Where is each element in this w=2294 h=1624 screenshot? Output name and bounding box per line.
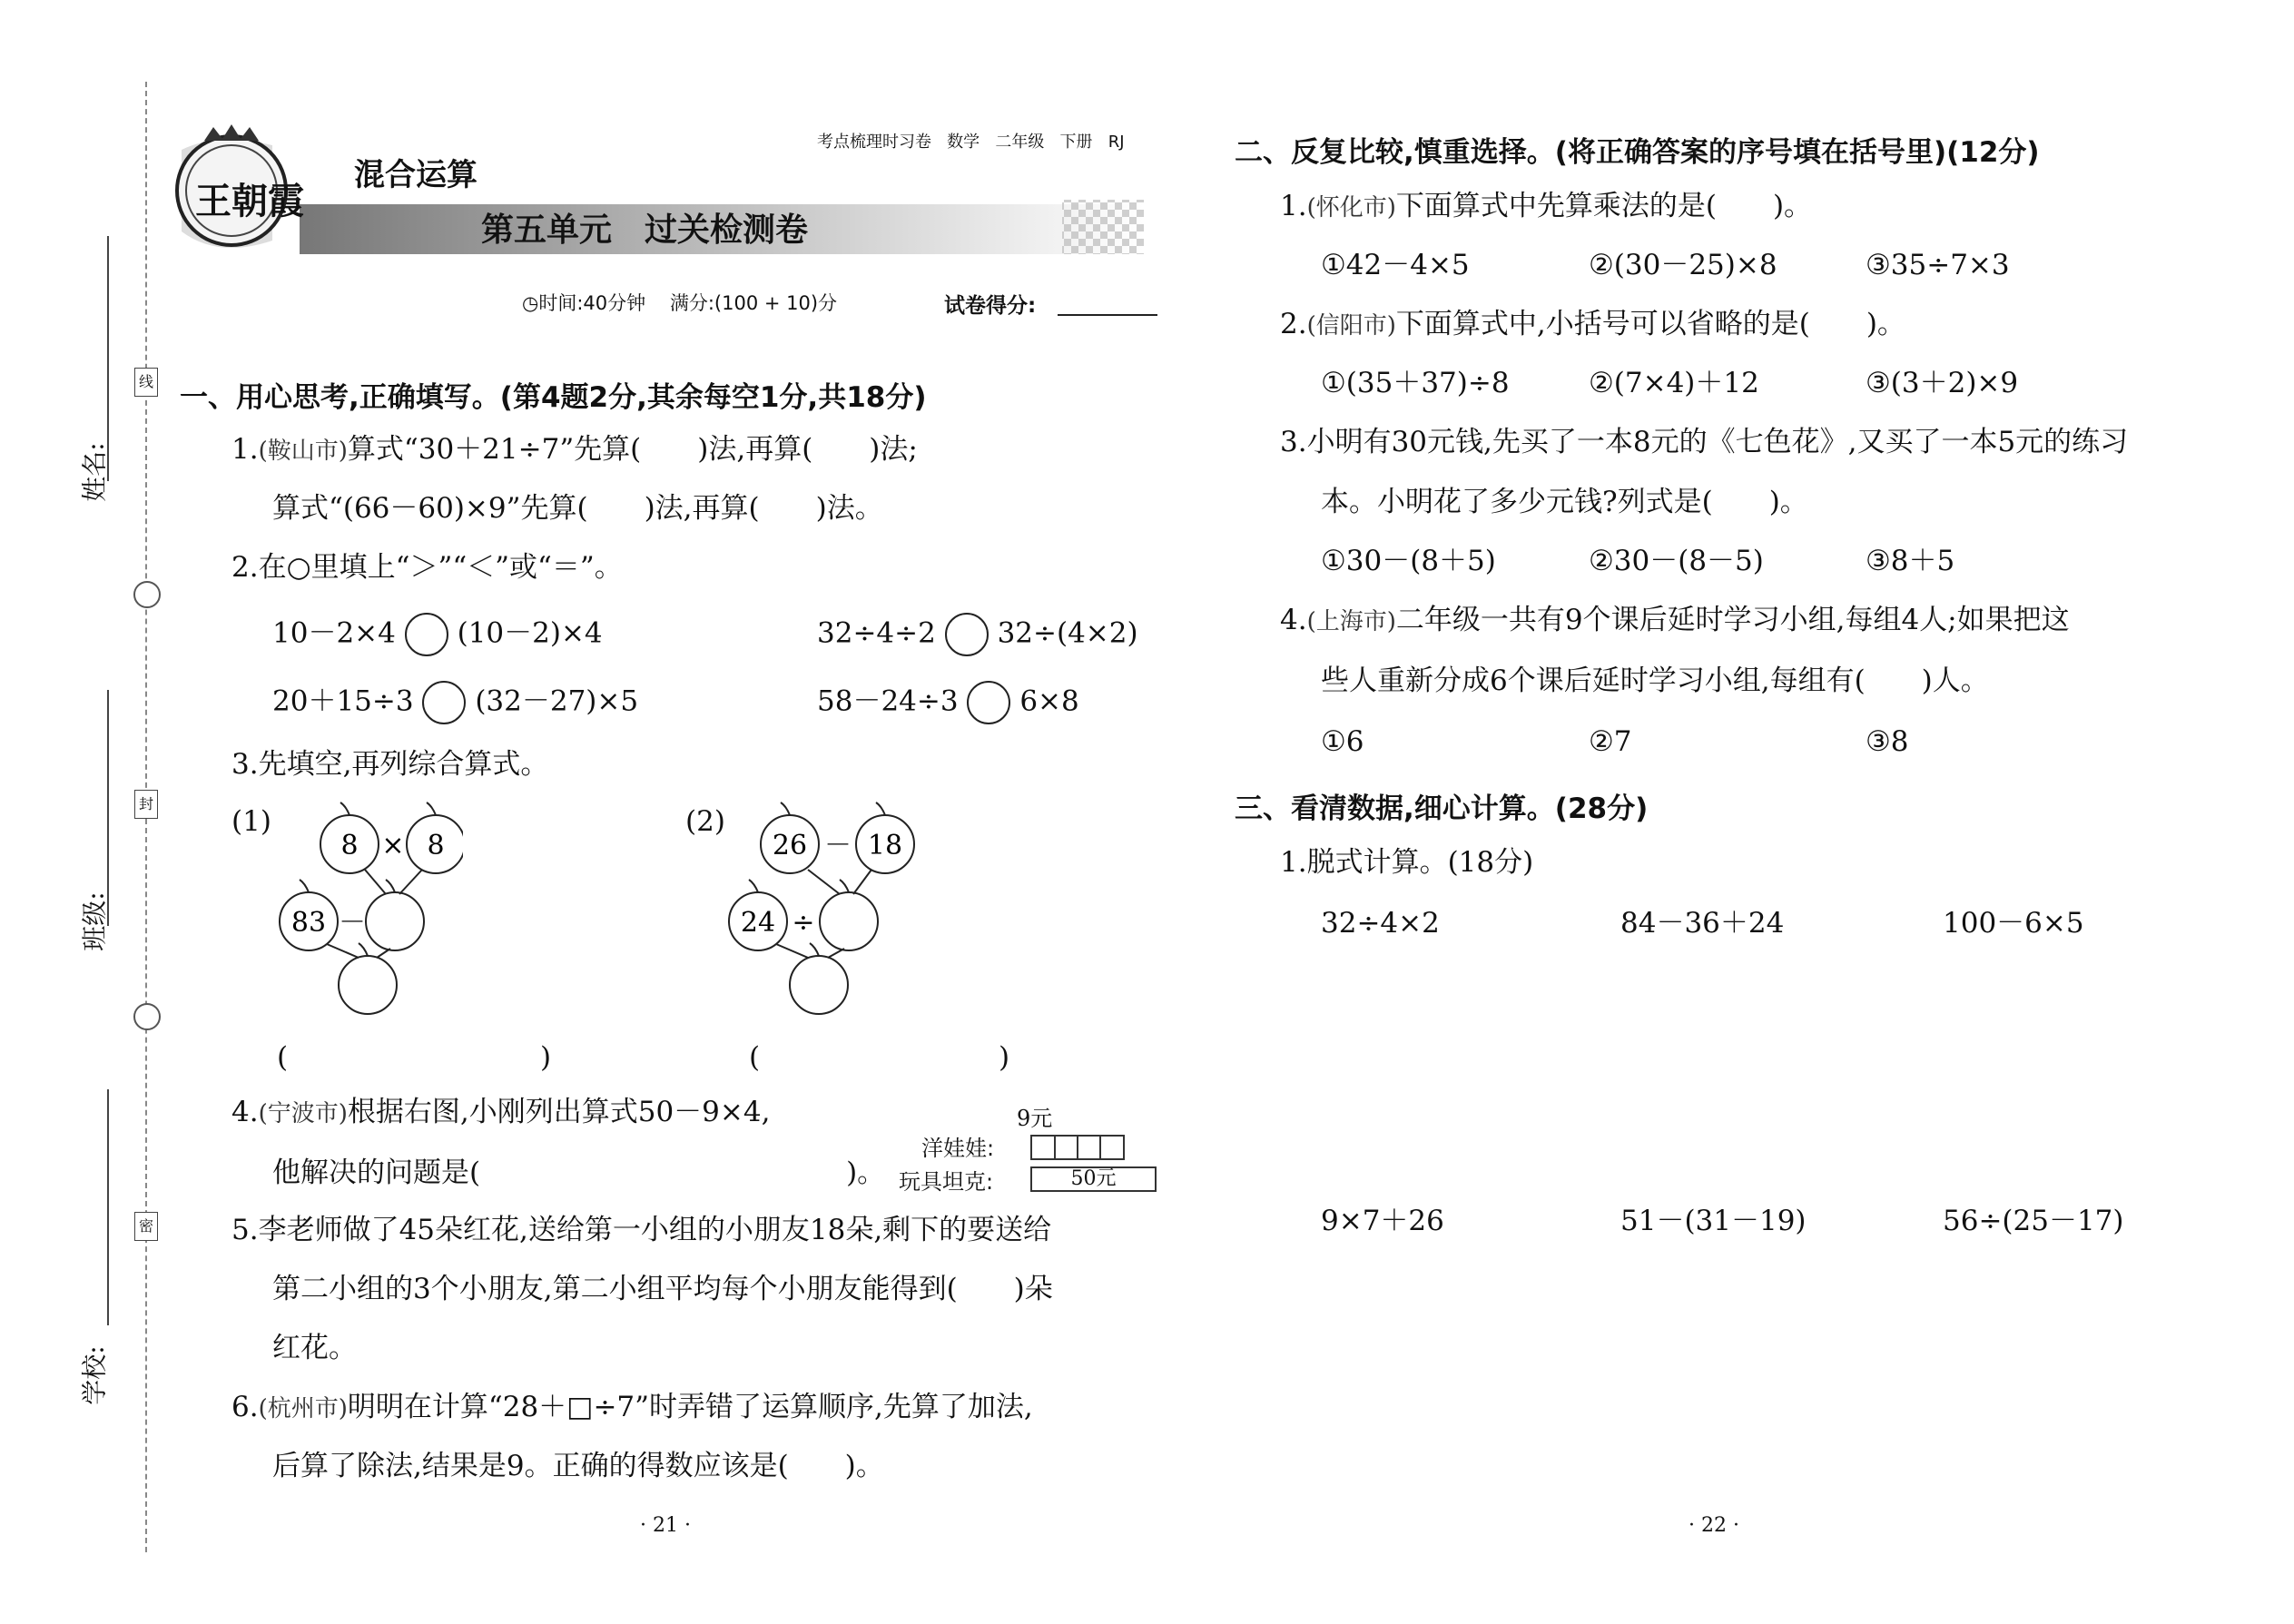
q-number: 4. (231, 1096, 259, 1128)
answer-paren-open: ( (277, 1041, 289, 1074)
compare-left: 58－24÷3 (817, 684, 959, 718)
option-c[interactable]: ③(3＋2)×9 (1866, 367, 2019, 399)
apple-top-left: 26 (772, 830, 808, 861)
q2-3-line2: 本。小明花了多少元钱?列式是( )。 (1321, 486, 1808, 518)
compare-item (817, 681, 1079, 724)
q2-4-line2: 些人重新分成6个课后延时学习小组,每组有( )人。 (1321, 664, 1989, 697)
region-tag: (杭州市) (258, 1395, 348, 1422)
q1-4-line1 (231, 1094, 770, 1132)
fig-doll-label: 洋娃娃: (921, 1136, 995, 1161)
q2-2-text (1280, 306, 1905, 344)
q-text: 二年级一共有9个课后延时学习小组,每组4人;如果把这 (1395, 604, 2070, 636)
q-number: 4. (1280, 604, 1307, 636)
q-number: 1. (231, 433, 259, 466)
apple-mid-left: 83 (290, 907, 327, 939)
compare-right: 6×8 (1019, 684, 1079, 718)
q1-5-line3: 红花。 (272, 1332, 357, 1364)
compare-left: 32÷4÷2 (817, 616, 936, 650)
compare-right: 32÷(4×2) (997, 616, 1138, 650)
compare-item (817, 613, 1138, 656)
clock-icon: ◷ (522, 292, 539, 314)
compare-item (272, 681, 638, 724)
region-tag: (怀化市) (1306, 194, 1396, 221)
binding-mark-seal: 封 (134, 790, 158, 819)
q-text: 在○里填上“＞”“＜”或“＝”。 (258, 551, 623, 584)
option-a[interactable]: ①6 (1321, 725, 1364, 758)
apple-top-right: 8 (427, 830, 445, 861)
apple-op1: － (824, 830, 852, 861)
tank-bar: 50元 (1030, 1166, 1157, 1192)
header-meta (817, 129, 1125, 153)
fig-price: 9元 (1017, 1106, 1053, 1131)
q-number: 3. (231, 748, 259, 781)
section1-title: 一、用心思考,正确填写。(第4题2分,其余每空1分,共18分) (180, 381, 927, 414)
subject-label: 数学 (947, 133, 980, 152)
q1-1-line2: 算式“(66－60)×9”先算( )法,再算( )法。 (272, 492, 883, 525)
answer-paren-close: ) (540, 1041, 552, 1074)
compare-right: (10－2)×4 (457, 616, 603, 650)
section2-title: 二、反复比较,慎重选择。(将正确答案的序号填在括号里)(12分) (1235, 136, 2040, 169)
doll-bar (1030, 1135, 1125, 1160)
q1-6-line1 (231, 1389, 1033, 1427)
q-number: 2. (1280, 308, 1307, 340)
section3-title: 三、看清数据,细心计算。(28分) (1235, 792, 1649, 825)
diagram2-label: (2) (685, 805, 725, 838)
q2-3-line1 (1280, 424, 2128, 460)
q1-1-line1 (231, 431, 918, 469)
apple-diagram-2 (717, 794, 926, 1030)
full-score-label: 满分:(100 + 10)分 (669, 292, 838, 314)
q3-1-text (1280, 844, 1533, 881)
class-label: 班级: (79, 891, 110, 951)
binding-mark-line: 线 (134, 368, 158, 397)
calc-item: 9×7＋26 (1321, 1205, 1444, 1237)
option-a[interactable]: ①30－(8＋5) (1321, 545, 1496, 577)
class-underline (107, 690, 109, 926)
apple-top-right: 18 (867, 830, 903, 861)
exam-info (522, 289, 837, 316)
answer-paren-close: ) (999, 1041, 1010, 1074)
apple-diagram-1 (263, 794, 463, 1030)
school-underline (107, 1089, 109, 1325)
grade-label: 二年级 (995, 133, 1045, 152)
compare-circle[interactable] (405, 613, 448, 656)
q-text: 明明在计算“28＋□÷7”时弄错了运算顺序,先算了加法, (347, 1391, 1033, 1423)
option-b[interactable]: ②(30－25)×8 (1589, 249, 1777, 281)
calc-item: 51－(31－19) (1620, 1205, 1807, 1237)
option-c[interactable]: ③35÷7×3 (1866, 249, 2010, 281)
option-c[interactable]: ③8 (1866, 725, 1909, 758)
region-tag: (信阳市) (1306, 312, 1396, 340)
name-label: 姓名: (79, 442, 110, 502)
q2-1-text (1280, 188, 1812, 226)
compare-left: 10－2×4 (272, 616, 396, 650)
apple-top-left: 8 (340, 830, 359, 861)
page-number-right: · 22 · (1689, 1514, 1739, 1537)
q-text: 小明有30元钱,先买了一本8元的《七色花》,又买了一本5元的练习 (1306, 426, 2129, 458)
diagram1-label: (1) (231, 805, 271, 838)
logo-text: 王朝霞 (195, 180, 304, 222)
region-tag: (上海市) (1306, 608, 1396, 635)
q1-5-line1 (231, 1212, 1051, 1248)
option-b[interactable]: ②(7×4)＋12 (1589, 367, 1759, 399)
q-text: 先填空,再列综合算式。 (258, 748, 549, 781)
school-label: 学校: (79, 1345, 110, 1405)
compare-circle[interactable] (945, 613, 989, 656)
q-number: 6. (231, 1391, 259, 1423)
time-label: 时间:40分钟 (538, 292, 646, 314)
option-a[interactable]: ①42－4×5 (1321, 249, 1470, 281)
q-text: 下面算式中先算乘法的是( )。 (1395, 190, 1813, 222)
binding-ornament-icon (133, 581, 161, 608)
q-text: 根据右图,小刚列出算式50－9×4, (347, 1096, 771, 1128)
q1-2-text (231, 549, 623, 586)
calc-item: 56÷(25－17) (1943, 1205, 2124, 1237)
compare-circle[interactable] (967, 681, 1010, 724)
calc-item: 32÷4×2 (1321, 907, 1440, 940)
option-a[interactable]: ①(35＋37)÷8 (1321, 367, 1510, 399)
compare-item (272, 613, 603, 656)
q1-3-text (231, 746, 548, 782)
binding-mark-secret: 密 (134, 1212, 158, 1241)
topic-label: 混合运算 (354, 157, 478, 193)
compare-right: (32－27)×5 (475, 684, 639, 718)
option-b[interactable]: ②30－(8－5) (1589, 545, 1764, 577)
apple-op2: － (339, 907, 366, 939)
compare-circle[interactable] (422, 681, 466, 724)
q-number: 2. (231, 551, 259, 584)
region-tag: (鞍山市) (258, 438, 348, 465)
apple-op2: ÷ (792, 907, 815, 939)
q-text: 李老师做了45朵红花,送给第一小组的小朋友18朵,剩下的要送给 (258, 1214, 1052, 1246)
edition-label: RJ (1108, 133, 1125, 152)
q-number: 1. (1280, 846, 1307, 879)
q2-4-line1 (1280, 602, 2070, 640)
apple-mid-left: 24 (740, 907, 776, 939)
q1-6-line2: 后算了除法,结果是9。正确的得数应该是( )。 (272, 1450, 884, 1482)
compare-left: 20＋15÷3 (272, 684, 414, 718)
binding-ornament-icon (133, 1003, 161, 1030)
q-number: 3. (1280, 426, 1307, 458)
option-b[interactable]: ②7 (1589, 725, 1632, 758)
page-number-left: · 21 · (640, 1514, 691, 1537)
score-label: 试卷得分: (944, 294, 1037, 318)
score-field[interactable] (1058, 314, 1157, 316)
volume-label: 下册 (1059, 133, 1093, 152)
q1-5-line2: 第二小组的3个小朋友,第二小组平均每个小朋友能得到( )朵 (272, 1273, 1053, 1305)
series-label: 考点梳理时习卷 (817, 133, 931, 152)
fig-tank-label: 玩具坦克: (899, 1169, 994, 1195)
q1-4-line2: 他解决的问题是( )。 (272, 1156, 886, 1189)
calc-item: 100－6×5 (1943, 907, 2084, 940)
page-title: 第五单元 过关检测卷 (481, 212, 809, 249)
calc-item: 84－36＋24 (1620, 907, 1785, 940)
apple-op1: × (381, 830, 405, 861)
q-text: 脱式计算。(18分) (1306, 846, 1534, 879)
answer-paren-open: ( (749, 1041, 761, 1074)
q-text: 算式“30＋21÷7”先算( )法,再算( )法; (347, 433, 918, 466)
region-tag: (宁波市) (258, 1100, 348, 1127)
q-text: 下面算式中,小括号可以省略的是( )。 (1395, 308, 1905, 340)
option-c[interactable]: ③8＋5 (1866, 545, 1955, 577)
q-number: 1. (1280, 190, 1307, 222)
q-number: 5. (231, 1214, 259, 1246)
